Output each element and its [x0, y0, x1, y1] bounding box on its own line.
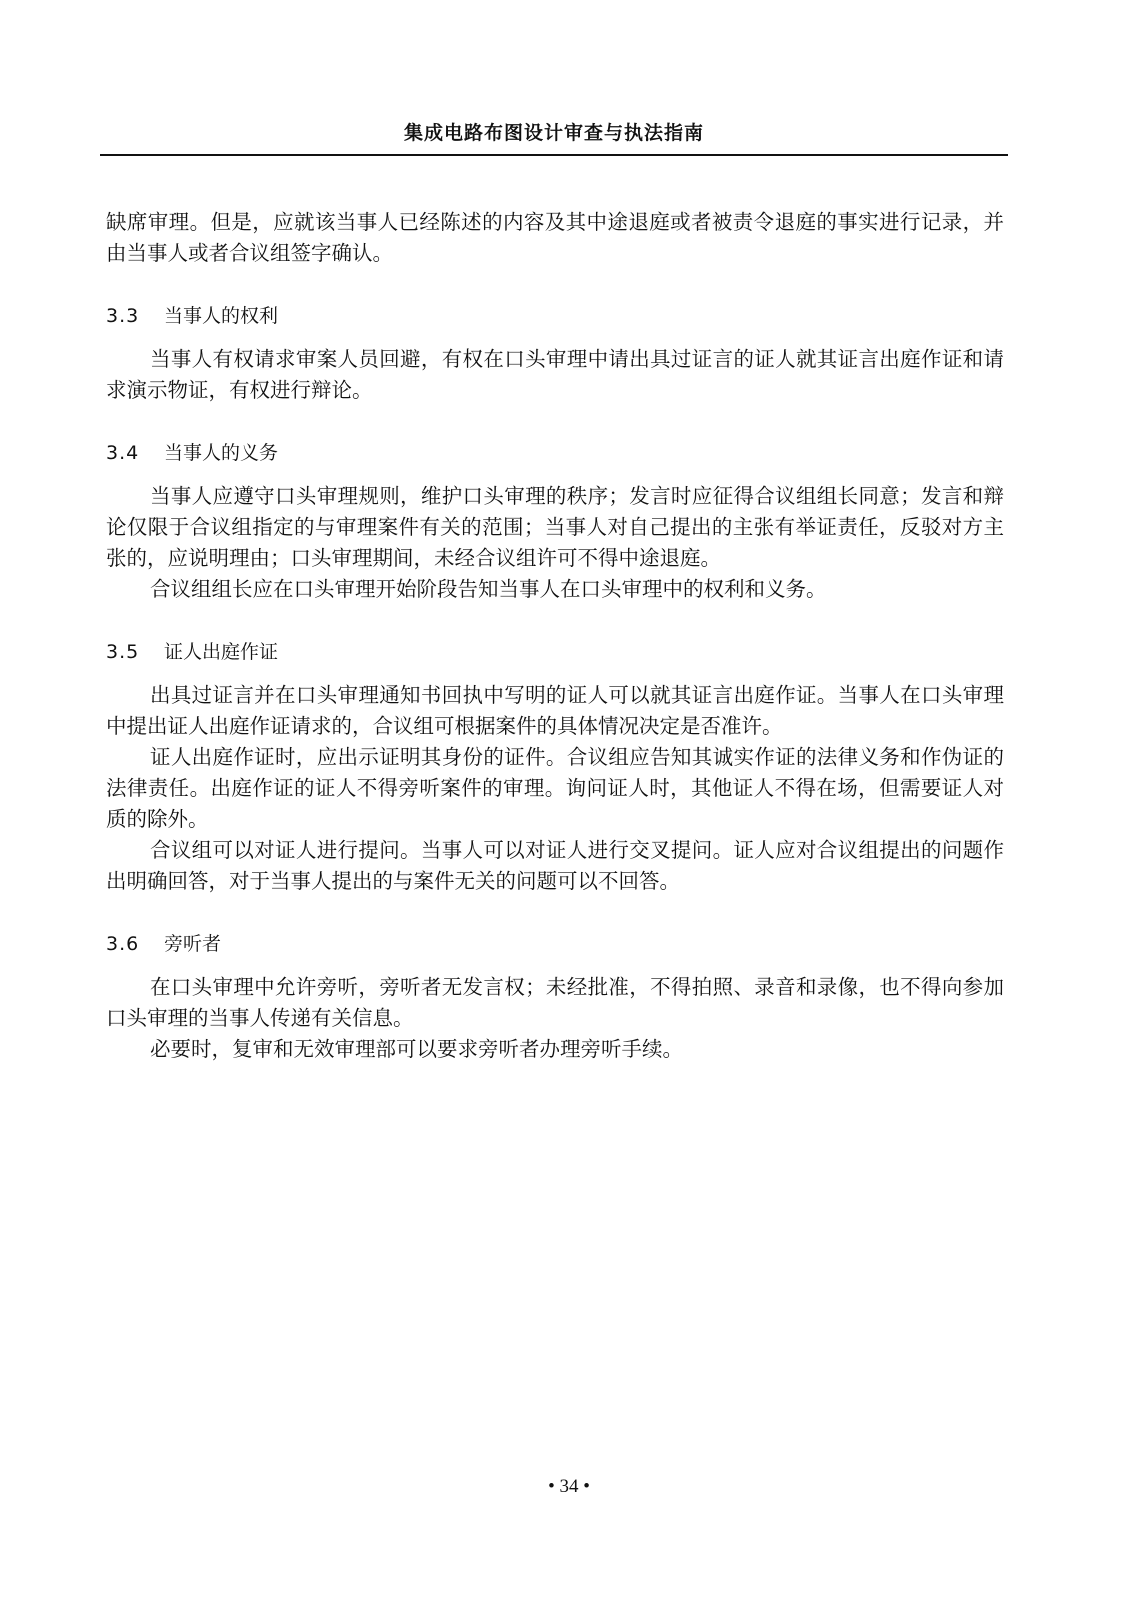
section-heading [106, 438, 1004, 468]
section-paragraph: 出具过证言并在口头审理通知书回执中写明的证人可以就其证言出庭作证。当事人在口头审理中提出证人出庭作证请求的，合议组可根据案件的具体情况决定是否准许。 [106, 683, 1004, 738]
section-3-3 [106, 301, 1004, 406]
section-paragraph: 当事人有权请求审案人员回避，有权在口头审理中请出具过证言的证人就其证言出庭作证和请求演示物证，有权进行辩论。 [106, 347, 1004, 402]
intro-paragraph: 缺席审理。但是，应就该当事人已经陈述的内容及其中途退庭或者被责令退庭的事实进行记录，并由当事人或者合议组签字确认。 [106, 210, 1004, 265]
section-paragraph: 当事人应遵守口头审理规则，维护口头审理的秩序；发言时应征得合议组组长同意；发言和辩论仅限于合议组指定的与审理案件有关的范围；当事人对自己提出的主张有举证责任，反驳对方主张的，应说明理由；口头审理期间，未经合议组许可不得中途退庭。 [106, 484, 1004, 570]
section-heading [106, 929, 1004, 959]
page-body [106, 207, 1004, 1065]
section-paragraph: 在口头审理中允许旁听，旁听者无发言权；未经批准，不得拍照、录音和录像，也不得向参加口头审理的当事人传递有关信息。 [106, 975, 1004, 1030]
section-paragraph: 合议组可以对证人进行提问。当事人可以对证人进行交叉提问。证人应对合议组提出的问题作出明确回答，对于当事人提出的与案件无关的问题可以不回答。 [106, 838, 1004, 893]
running-header: 集成电路布图设计审查与执法指南 [403, 122, 704, 144]
section-title: 旁听者 [164, 933, 222, 955]
page-number: • 34 • [548, 1476, 590, 1497]
section-title: 当事人的义务 [164, 442, 279, 464]
section-title: 证人出庭作证 [164, 641, 279, 663]
section-3-5 [106, 637, 1004, 897]
section-3-6 [106, 929, 1004, 1065]
section-paragraph: 必要时，复审和无效审理部可以要求旁听者办理旁听手续。 [150, 1037, 683, 1061]
section-number: 3.3 [106, 305, 140, 327]
section-number: 3.5 [106, 641, 140, 663]
header-rule [100, 154, 1008, 156]
section-number: 3.6 [106, 933, 140, 955]
section-title: 当事人的权利 [164, 305, 279, 327]
section-heading [106, 301, 1004, 331]
section-3-4 [106, 438, 1004, 605]
section-heading [106, 637, 1004, 667]
section-paragraph: 合议组组长应在口头审理开始阶段告知当事人在口头审理中的权利和义务。 [150, 577, 827, 601]
section-number: 3.4 [106, 442, 140, 464]
section-paragraph: 证人出庭作证时，应出示证明其身份的证件。合议组应告知其诚实作证的法律义务和作伪证的法律责任。出庭作证的证人不得旁听案件的审理。询问证人时，其他证人不得在场，但需要证人对质的除外。 [106, 745, 1004, 831]
